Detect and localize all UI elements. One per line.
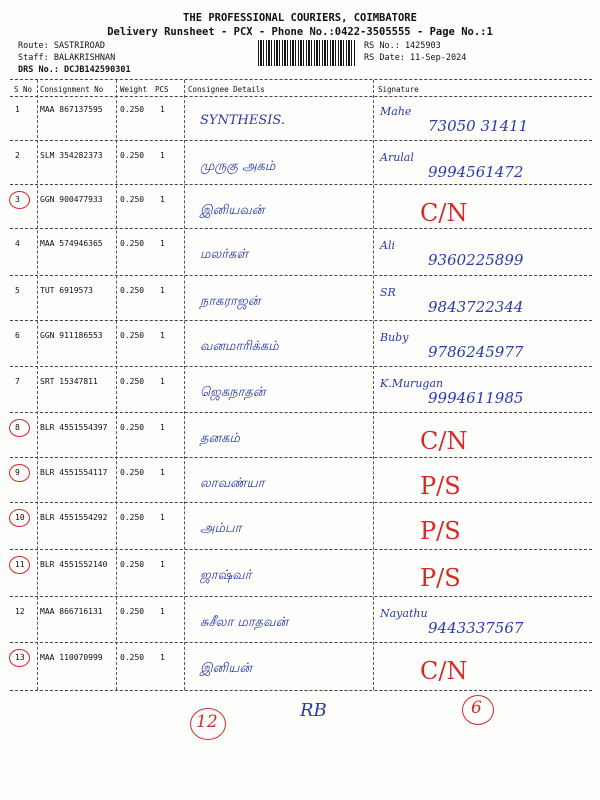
returns-count: 6	[471, 698, 482, 718]
col-header-signature: Signature	[378, 85, 419, 94]
row-weight: 0.250	[120, 151, 145, 160]
route-label: Route: SASTRIROAD	[18, 41, 105, 51]
row-consignment-no: SRT 15347811	[40, 377, 98, 386]
row-separator	[10, 366, 592, 367]
row-sno: 2	[15, 151, 20, 160]
col-divider	[37, 80, 38, 690]
row-consignment-no: GGN 911186553	[40, 331, 103, 340]
row-status-mark: P/S	[420, 517, 461, 545]
row-consignment-no: GGN 900477933	[40, 195, 103, 204]
row-signature-name: SR	[380, 286, 396, 299]
drs-number: DRS No.: DCJB142590301	[18, 65, 131, 75]
staff-initials: RB	[300, 700, 327, 721]
row-consignment-no: BLR 4551554397	[40, 423, 108, 432]
row-signature-phone: 9994611985	[428, 389, 524, 407]
row-signature-phone: 9843722344	[428, 298, 524, 316]
row-pcs: 1	[160, 513, 165, 522]
row-consignment-no: MAA 867137595	[40, 105, 103, 114]
row-consignee: அம்பா	[200, 521, 242, 536]
row-weight: 0.250	[120, 239, 145, 248]
row-separator	[10, 412, 592, 413]
drs-barcode	[258, 40, 356, 66]
row-status-mark: P/S	[420, 472, 461, 500]
row-weight: 0.250	[120, 331, 145, 340]
col-divider	[116, 80, 117, 690]
row-sno: 13	[15, 653, 25, 662]
row-signature-phone: 9443337567	[428, 619, 524, 637]
row-consignee: லாவண்யா	[200, 476, 265, 491]
col-divider	[184, 80, 185, 690]
row-consignee: இனியன்	[200, 661, 252, 676]
row-pcs: 1	[160, 653, 165, 662]
row-pcs: 1	[160, 377, 165, 386]
col-header-sno: S No	[14, 85, 33, 94]
row-consignment-no: MAA 866716131	[40, 607, 103, 616]
row-weight: 0.250	[120, 105, 145, 114]
row-sno-circle	[9, 649, 30, 667]
rs-date: RS Date: 11-Sep-2024	[364, 53, 467, 63]
row-separator	[10, 502, 592, 503]
table-header-rule	[10, 96, 592, 97]
row-pcs: 1	[160, 468, 165, 477]
col-header-consignment: Consignment No	[40, 85, 104, 94]
row-consignment-no: SLM 354282373	[40, 151, 103, 160]
runsheet-subtitle: Delivery Runsheet - PCX - Phone No.:0422-3505555 - Page No.:1	[107, 26, 493, 38]
row-pcs: 1	[160, 195, 165, 204]
table-top-rule	[10, 79, 592, 80]
row-separator	[10, 549, 592, 550]
row-pcs: 1	[160, 286, 165, 295]
row-sno-circle	[9, 191, 30, 209]
row-sno: 8	[15, 423, 20, 432]
row-signature-name: Buby	[380, 331, 409, 344]
row-consignee: வனமாரிக்கம்	[200, 339, 279, 354]
row-status-mark: P/S	[420, 564, 461, 592]
row-sno: 1	[15, 105, 20, 114]
row-pcs: 1	[160, 423, 165, 432]
row-separator	[10, 457, 592, 458]
row-sno: 5	[15, 286, 20, 295]
row-weight: 0.250	[120, 513, 145, 522]
row-sno: 9	[15, 468, 20, 477]
row-pcs: 1	[160, 607, 165, 616]
row-sno: 11	[15, 560, 25, 569]
row-consignment-no: MAA 574946365	[40, 239, 103, 248]
row-pcs: 1	[160, 105, 165, 114]
row-sno-circle	[9, 509, 30, 527]
row-weight: 0.250	[120, 377, 145, 386]
row-separator	[10, 642, 592, 643]
row-signature-phone: 9994561472	[428, 163, 524, 181]
col-header-weight: Weight	[120, 85, 148, 94]
row-consignee: தனகம்	[200, 431, 240, 446]
row-sno: 12	[15, 607, 25, 616]
row-signature-name: K.Murugan	[380, 377, 444, 390]
row-separator	[10, 140, 592, 141]
row-pcs: 1	[160, 151, 165, 160]
row-consignment-no: BLR 4551554117	[40, 468, 108, 477]
row-sno-circle	[9, 419, 30, 437]
rs-number: RS No.: 1425903	[364, 41, 441, 51]
row-weight: 0.250	[120, 560, 145, 569]
row-signature-phone: 9360225899	[428, 251, 524, 269]
row-signature-name: Arulal	[380, 151, 414, 164]
row-sno: 10	[15, 513, 25, 522]
row-consignee: சுசீலா மாதவன்	[200, 615, 289, 630]
row-status-mark: C/N	[420, 427, 468, 455]
row-signature-name: Ali	[380, 239, 395, 252]
row-separator	[10, 690, 592, 691]
row-consignee: இனியவன்	[200, 203, 265, 218]
row-separator	[10, 320, 592, 321]
row-weight: 0.250	[120, 653, 145, 662]
row-signature-name: Mahe	[380, 105, 412, 118]
row-sno-circle	[9, 556, 30, 574]
row-signature-name: Nayathu	[380, 607, 428, 620]
row-status-mark: C/N	[420, 199, 468, 227]
row-consignee: நாகராஜன்	[200, 294, 261, 309]
row-separator	[10, 228, 592, 229]
company-title: THE PROFESSIONAL COURIERS, COIMBATORE	[183, 12, 417, 24]
row-consignee: ஜெகநாதன்	[200, 385, 266, 400]
total-count: 12	[196, 712, 218, 732]
row-pcs: 1	[160, 239, 165, 248]
row-weight: 0.250	[120, 286, 145, 295]
row-pcs: 1	[160, 331, 165, 340]
row-sno: 6	[15, 331, 20, 340]
row-consignee: ஜாஷ்வர்	[200, 568, 252, 583]
row-status-mark: C/N	[420, 657, 468, 685]
row-pcs: 1	[160, 560, 165, 569]
row-separator	[10, 275, 592, 276]
row-weight: 0.250	[120, 468, 145, 477]
row-signature-phone: 73050 31411	[428, 117, 529, 135]
row-consignment-no: BLR 4551552140	[40, 560, 108, 569]
row-consignee: மலர்கள்	[200, 247, 249, 262]
row-weight: 0.250	[120, 423, 145, 432]
row-consignee: SYNTHESIS.	[200, 113, 285, 128]
staff-label: Staff: BALAKRISHNAN	[18, 53, 116, 63]
row-separator	[10, 184, 592, 185]
row-sno: 3	[15, 195, 20, 204]
col-header-consignee: Consignee Details	[188, 85, 265, 94]
row-sno: 7	[15, 377, 20, 386]
row-weight: 0.250	[120, 195, 145, 204]
row-weight: 0.250	[120, 607, 145, 616]
row-consignee: முருகு அகம்	[200, 159, 276, 174]
row-sno-circle	[9, 464, 30, 482]
row-signature-phone: 9786245977	[428, 343, 524, 361]
row-consignment-no: TUT 6919573	[40, 286, 93, 295]
row-separator	[10, 596, 592, 597]
col-divider	[373, 80, 374, 690]
row-consignment-no: BLR 4551554292	[40, 513, 108, 522]
row-sno: 4	[15, 239, 20, 248]
col-header-pcs: PCS	[155, 85, 169, 94]
row-consignment-no: MAA 110070999	[40, 653, 103, 662]
